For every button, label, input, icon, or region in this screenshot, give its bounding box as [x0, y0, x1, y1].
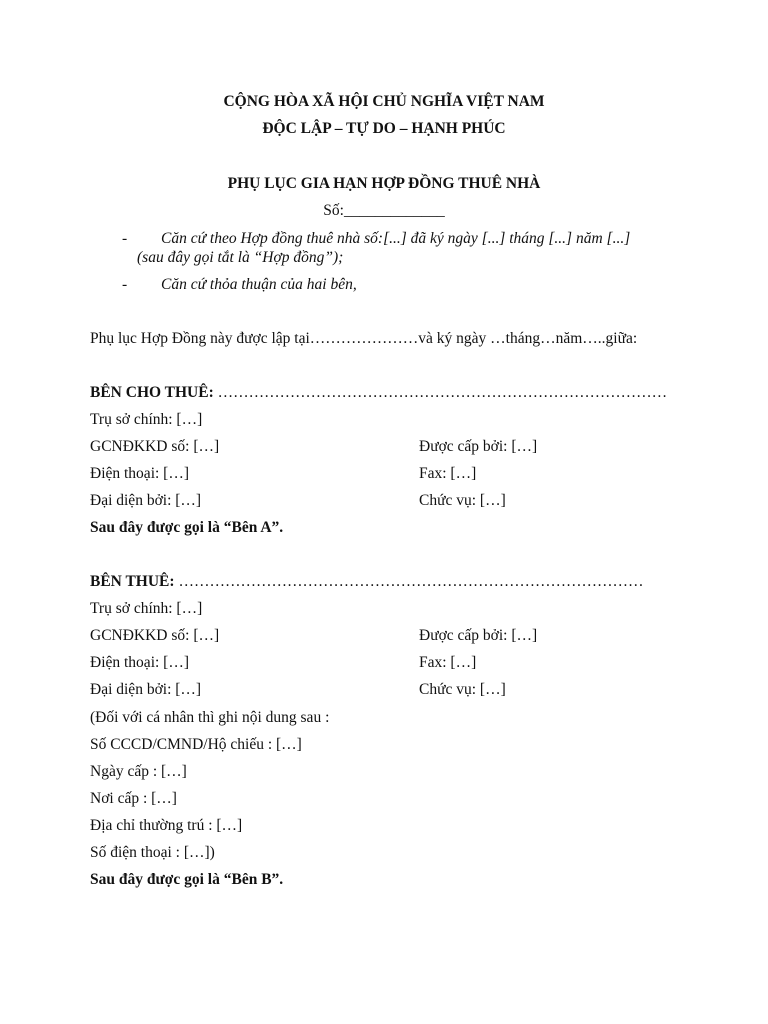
- preamble-item-2: Căn cứ thỏa thuận của hai bên,: [161, 276, 357, 293]
- party-b-heading-row: [90, 573, 643, 591]
- party-b-phone: Điện thoại: […]: [90, 654, 190, 671]
- document-title: PHỤ LỤC GIA HẠN HỢP ĐỒNG THUÊ NHÀ: [227, 175, 541, 192]
- party-b-issue-date: Ngày cấp : […]: [90, 763, 187, 780]
- party-b-phone-number: Số điện thoại : […]): [90, 844, 215, 861]
- bullet-dash-2: -: [122, 276, 128, 293]
- party-b-represented-by: Đại diện bởi: […]: [90, 681, 202, 698]
- party-b-heading: BÊN THUÊ:: [90, 573, 175, 590]
- party-b-license: GCNĐKKD số: […]: [90, 627, 220, 644]
- party-b-head-office: Trụ sở chính: […]: [90, 600, 203, 617]
- preamble-item-1-line-1: Căn cứ theo Hợp đồng thuê nhà số:[...] đã ký ngày [...] tháng [...] năm [...]: [161, 230, 631, 247]
- nation-title: CỘNG HÒA XÃ HỘI CHỦ NGHĨA VIỆT NAM: [223, 93, 545, 110]
- party-a-phone: Điện thoại: […]: [90, 465, 190, 482]
- bullet-dash-1: -: [122, 230, 128, 247]
- party-b-alias: Sau đây được gọi là “Bên B”.: [90, 871, 284, 888]
- intro-paragraph: Phụ lục Hợp Đồng này được lập tại…………………và ký ngày …tháng…năm…..giữa:: [90, 330, 638, 347]
- party-a-heading: BÊN CHO THUÊ:: [90, 384, 214, 401]
- party-b-issued-by: Được cấp bởi: […]: [419, 627, 538, 644]
- party-a-represented-by: Đại diện bởi: […]: [90, 492, 202, 509]
- party-a-issued-by: Được cấp bởi: […]: [419, 438, 538, 455]
- party-a-head-office: Trụ sở chính: […]: [90, 411, 203, 428]
- document-number: Số:_____________: [323, 202, 445, 219]
- party-b-individual-note: (Đối với cá nhân thì ghi nội dung sau :: [90, 709, 330, 726]
- party-b-issue-place: Nơi cấp : […]: [90, 790, 177, 807]
- party-b-heading-dots: ………………………………………………………………………………: [178, 573, 644, 590]
- party-a-fax: Fax: […]: [419, 465, 477, 482]
- party-a-license: GCNĐKKD số: […]: [90, 438, 220, 455]
- preamble-item-1-line-2: (sau đây gọi tắt là “Hợp đồng”);: [137, 249, 344, 266]
- party-b-permanent-address: Địa chỉ thường trú : […]: [90, 817, 243, 834]
- party-b-position: Chức vụ: […]: [419, 681, 506, 698]
- party-b-fax: Fax: […]: [419, 654, 477, 671]
- party-a-alias: Sau đây được gọi là “Bên A”.: [90, 519, 284, 536]
- party-a-heading-row: [90, 384, 667, 402]
- party-b-id-number: Số CCCD/CMND/Hộ chiếu : […]: [90, 736, 302, 753]
- party-a-heading-dots: ……………………………………………………………………………: [217, 384, 668, 401]
- party-a-position: Chức vụ: […]: [419, 492, 506, 509]
- motto: ĐỘC LẬP – TỰ DO – HẠNH PHÚC: [262, 120, 506, 137]
